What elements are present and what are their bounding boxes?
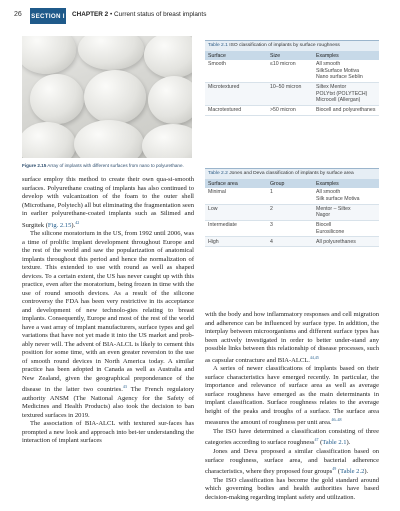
table-jones-deva-classification: [205, 168, 379, 247]
figure-reference-link[interactable]: Fig. 2.15: [47, 221, 72, 229]
example-item: All smooth: [316, 61, 341, 68]
column-header: Surface area: [205, 179, 267, 188]
cell-group: 3: [267, 221, 313, 237]
left-column-text: [22, 176, 194, 446]
paragraph: [22, 176, 194, 230]
paragraph-text: A series of newer classifications of implants based on their surface characteristics have emerged recently. In particular, the importance and relevance of surface area as well as average surface roughness have emerged as the main determinants in implant classification. Surface roughness relates to the average height of the peaks and troughs of a surface. The surface area measures the amount of roughness per unit area.: [205, 365, 379, 427]
column-header: Group: [267, 179, 313, 188]
paragraph-text: with the body and how inflammatory responses and cell migration and adherence can be influenced by surface type. In addition, the interplay between microorganisms and different surface types has been actively investigated in order to better under-stand any possible links between this relationship of disease processes, such as capsular contracture and BIA-ALCL.: [205, 311, 379, 364]
implant-shape: [142, 124, 192, 158]
paragraph-text: The French regulatory authority ANSM (The National Agency for the Safety of Medicines and Health Products) also took the decision to ban textured surfaces in 2019.: [22, 386, 194, 419]
paragraph: [22, 230, 194, 420]
cell-surface: Macrotextured: [205, 105, 267, 115]
table-row: [205, 221, 379, 237]
example-item: Eurosilicone: [316, 228, 345, 235]
citation[interactable]: 49: [332, 466, 337, 472]
table-header-row: [205, 179, 379, 188]
paragraph: Jones and Deva proposed a similar classification based on surface roughness, surface area, and bacterial adherence characteristics, where they proposed four groups$^{49}$ (Table 2.2).: [205, 448, 379, 476]
table-reference-link[interactable]: Table 2.1: [322, 439, 347, 447]
cell-examples: [313, 188, 379, 204]
section-tab: SECTION I: [30, 8, 66, 24]
implant-shape: [144, 36, 192, 78]
cell-group: 1: [267, 188, 313, 204]
table-iso-classification: [205, 40, 379, 116]
paragraph: The ISO have determined a classification consisting of three categories according to surface roughness$^{47}$ (Table 2.1).: [205, 427, 379, 447]
page-header: [0, 8, 400, 24]
example-item: Mentor – Siltex: [316, 205, 351, 212]
cell-area: Minimal: [205, 188, 267, 204]
table-grid: [205, 179, 379, 247]
cell-area: Low: [205, 204, 267, 220]
column-header: Examples: [313, 179, 379, 188]
paragraph-text: ).: [71, 221, 76, 229]
example-item: Biocell and polyurethanes: [316, 107, 376, 114]
column-header: Surface: [205, 51, 267, 60]
chapter-label: CHAPTER 2: [72, 11, 109, 18]
example-item: Biocell: [316, 222, 332, 229]
table-title-text: ISO classification of implants by surface roughness: [229, 43, 340, 48]
paragraph-text: The silicone moratorium in the US, from 1992 until 2006, was a time of prolific implant development throughout Europe and the rest of the world and saw the popularization of anatomical implants throughout this period and hence the normalization of texture. This extended to use with round as well as shaped devices. To a certain extent, the US has never caught up with this practice, even after the moratorium, being frozen in time with the use of round smooth devices. As a result of the silicone controversy the FDA has been very restrictive in its acceptance and development of new technolo-gies relating to breast implants. Consequently, Europe and most of the rest of the world have a vast array of implant manufacturers, surface types and gel variations that have not yet made it into the US market and prob-ably never will. The advent of BIA-ALCL is likely to cement this position for some time, with an even greater reversion to the use of smooth round devices in North America today. A similar practice has been adopted in Canada as well as Australia and New Zealand, given the geographical preponderance of the disease in the latter two countries.: [22, 230, 194, 394]
implant-array-photo: [22, 36, 192, 158]
citation[interactable]: 44,45: [309, 354, 319, 360]
figure-label: Figure 2.15: [22, 163, 47, 168]
table-row: [205, 204, 379, 220]
implant-shape: [30, 74, 84, 124]
citation[interactable]: 42: [75, 219, 80, 225]
cell-examples: [313, 204, 379, 220]
example-item: All smooth: [316, 189, 341, 196]
table-row: [205, 237, 379, 247]
cell-examples: [313, 105, 379, 115]
cell-examples: [313, 60, 379, 82]
table-title: [205, 41, 379, 51]
table-row: [205, 60, 379, 82]
paragraph: [205, 477, 379, 503]
cell-size: >50 micron: [267, 105, 313, 115]
example-item: Silk surface Motiva: [316, 195, 360, 202]
citation[interactable]: 46–48: [331, 417, 342, 423]
cell-area: High: [205, 237, 267, 247]
citation[interactable]: 47: [314, 437, 319, 443]
cell-group: 2: [267, 204, 313, 220]
table-label: Table 2.1: [208, 43, 228, 48]
paragraph-text: The ISO have determined a classification consisting of three categories according to surface roughness: [205, 427, 379, 447]
bullet-separator: •: [110, 11, 113, 18]
table-header-row: [205, 51, 379, 60]
column-header: Size: [267, 51, 313, 60]
example-item: Nagor: [316, 212, 331, 219]
cell-examples: [313, 237, 379, 247]
table-title-text: Jones and Deva classification of implants by surface area: [229, 171, 354, 176]
implant-shape: [22, 36, 76, 74]
table-row: [205, 188, 379, 204]
cell-examples: [313, 221, 379, 237]
chapter-title: Current status of breast implants: [114, 11, 207, 18]
paragraph-text: Jones and Deva proposed a similar classification based on surface roughness, surface area, and bacterial adherence characteristics, where they proposed four groups: [205, 448, 379, 476]
figure-caption-text: Array of implants with different surfaces from nano to polyurethane.: [47, 163, 184, 168]
implant-shape: [74, 120, 144, 158]
implant-shape: [148, 76, 192, 124]
cell-group: 4: [267, 237, 313, 247]
paragraph: [205, 365, 379, 428]
implant-shape: [84, 70, 146, 124]
example-item: All polyurethanes: [316, 238, 356, 245]
figure-caption: [22, 163, 194, 169]
cell-surface: Microtextured: [205, 83, 267, 106]
cell-examples: [313, 83, 379, 106]
paragraph: [205, 311, 379, 365]
paragraph-text: surface employ this method to create their own qua-si-smooth surfaces. Polyurethane coating of implants has also continued to develop with vulcanization of the foam to the outer shell (Microthane, Polytech) all but eliminating the fragmentation seen in earlier polyurethane-coated implants such as Silimed and Surgitek (: [22, 176, 194, 229]
cell-size: 10–50 micron: [267, 83, 313, 106]
example-item: Nano surface Seblin: [316, 74, 363, 81]
citation[interactable]: 43: [122, 384, 127, 390]
page-number: 26: [14, 11, 22, 18]
table-row: [205, 83, 379, 106]
example-item: SilkSurface Motiva: [316, 67, 359, 74]
cell-size: ≤10 micron: [267, 60, 313, 82]
paragraph: [22, 420, 194, 446]
paragraph-text: The ISO classification has become the gold standard around which governing bodies and health authorities have based decision-making regarding implant safety and utilization.: [205, 476, 379, 501]
right-column-text: [205, 311, 379, 502]
table-reference-link[interactable]: Table 2.2: [340, 468, 365, 476]
implant-shape: [22, 122, 76, 158]
example-item: Siltex Mentor: [316, 84, 347, 91]
table-grid: [205, 51, 379, 116]
column-header: Examples: [313, 51, 379, 60]
table-label: Table 2.2: [208, 171, 228, 176]
example-item: POLYtxt (POLYTECH): [316, 90, 368, 97]
cell-surface: Smooth: [205, 60, 267, 82]
example-item: Microcell (Allergan): [316, 97, 361, 104]
table-title: [205, 169, 379, 179]
running-title: [72, 11, 206, 18]
table-row: [205, 105, 379, 115]
paragraph-text: The association of BIA-ALCL with textured sur-faces has prompted a new look and approach into bet-ter understanding the interaction of implant surfaces: [22, 420, 194, 445]
implant-shape: [78, 36, 144, 70]
cell-area: Intermediate: [205, 221, 267, 237]
